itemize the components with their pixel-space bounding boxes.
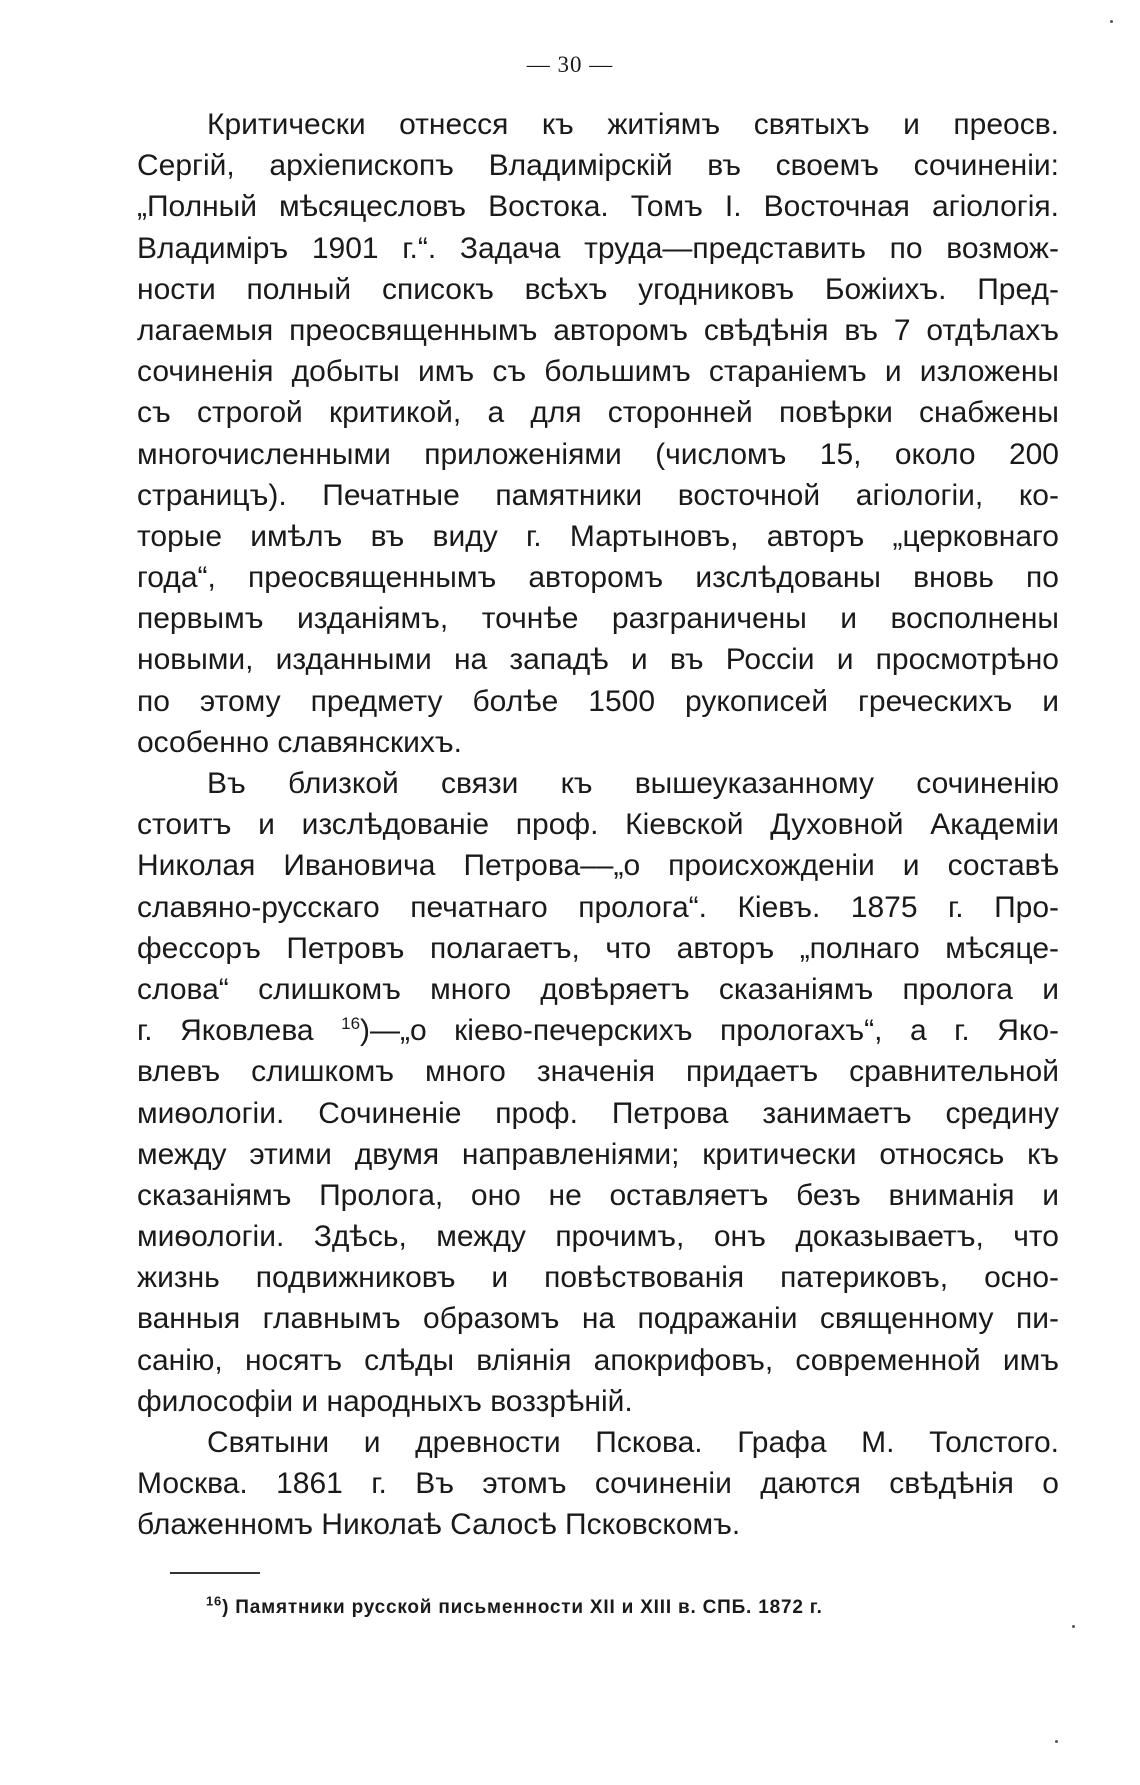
text-line: блаженномъ Николаѣ Салосѣ Псковскомъ. — [137, 1508, 741, 1542]
text-line: первымъ изданіямъ, точнѣе разграничены и восполнены — [137, 602, 1059, 636]
text-line: страницъ). Печатные памятники восточной агіологіи, ко- — [137, 478, 1059, 512]
text-line: многочисленными приложеніями (числомъ 15, около 200 — [137, 437, 1059, 471]
text-line: Сергій, архіепископъ Владимірскій въ своемъ сочиненіи: — [137, 149, 1059, 183]
text-line: съ строгой критикой, а для сторонней повѣрки снабжены — [137, 396, 1059, 430]
text-segment: )—„о кіево-печерскихъ прологахъ“, а г. Яко- — [360, 1014, 1059, 1048]
text-line: Николая Ивановича Петрова––„о происхожденіи и составѣ — [137, 849, 1059, 883]
footnote-marker: 16 — [206, 1593, 223, 1609]
text-line: особенно славянскихъ. — [137, 725, 462, 759]
scan-speck — [1072, 1625, 1075, 1628]
body-text — [137, 104, 1059, 1546]
text-line: сказаніямъ Пролога, оно не оставляетъ безъ вниманія и — [137, 1178, 1059, 1212]
text-line: торые имѣлъ въ виду г. Мартыновъ, авторъ „церковнаго — [137, 519, 1059, 553]
page-number: — 30 — — [526, 52, 614, 77]
text-line: новыми, изданными на западѣ и въ Россіи и просмотрѣно — [137, 643, 1059, 677]
text-segment: г. Яковлева — [137, 1014, 314, 1048]
footnote-divider — [170, 1572, 260, 1574]
text-line: жизнь подвижниковъ и повѣствованія патериковъ, осно- — [137, 1261, 1059, 1295]
text-line: ности полный списокъ всѣхъ угодниковъ Божіихъ. Пред- — [137, 272, 1059, 306]
text-line: лагаемыя преосвященнымъ авторомъ свѣдѣнія въ 7 отдѣлахъ — [137, 313, 1059, 347]
text-line: года“, преосвященнымъ авторомъ изслѣдованы вновь по — [137, 561, 1059, 595]
text-line: стоитъ и изслѣдованіе проф. Кіевской Духовной Академіи — [137, 808, 1059, 842]
text-line: сочиненія добыты имъ съ большимъ стараніемъ и изложены — [137, 355, 1059, 389]
text-line: ванныя главнымъ образомъ на подражаніи священному пи- — [137, 1302, 1059, 1336]
text-line: между этими двумя направленіями; критически относясь къ — [137, 1137, 1059, 1171]
text-line: Критически отнесся къ житіямъ святыхъ и преосв. — [207, 108, 1059, 141]
footnote — [206, 1593, 823, 1619]
text-line: Владиміръ 1901 г.“. Задача труда—представить по возмож- — [137, 231, 1059, 265]
text-line: санію, носятъ слѣды вліянія апокрифовъ, современной имъ — [137, 1343, 1059, 1377]
text-line: миѳологіи. Сочиненіе проф. Петрова занимаетъ средину — [137, 1096, 1059, 1130]
text-line: влевъ слишкомъ много значенія придаетъ сравнительной — [137, 1055, 1059, 1089]
paragraph-2 — [137, 763, 1059, 1422]
text-line: по этому предмету болѣе 1500 рукописей греческихъ и — [137, 684, 1059, 718]
scan-speck — [1055, 1740, 1058, 1743]
footnote-text: ) Памятники русской письменности XII и XIII в. СПБ. 1872 г. — [222, 1597, 823, 1618]
text-line-with-footnote-ref — [137, 1010, 1059, 1051]
text-line: слова“ слишкомъ много довѣряетъ сказаніямъ пролога и — [137, 972, 1059, 1006]
text-line: Въ близкой связи къ вышеуказанному сочиненію — [207, 767, 1059, 800]
text-line: миѳологіи. Здѣсь, между прочимъ, онъ доказываетъ, что — [137, 1220, 1059, 1254]
text-line: „Полный мѣсяцесловъ Востока. Томъ I. Восточная агіологія. — [137, 190, 1059, 224]
scan-speck — [1110, 20, 1113, 23]
footnote-ref[interactable]: 16 — [341, 1014, 361, 1034]
paragraph-1 — [137, 104, 1059, 763]
paragraph-3 — [137, 1422, 1059, 1546]
text-line: фессоръ Петровъ полагаетъ, что авторъ „полнаго мѣсяце- — [137, 931, 1059, 965]
text-line: Москва. 1861 г. Въ этомъ сочиненіи даются свѣдѣнія о — [137, 1467, 1059, 1501]
text-line: Святыни и древности Пскова. Графа М. Толстого. — [207, 1426, 1059, 1459]
text-line: философіи и народныхъ воззрѣній. — [137, 1384, 633, 1418]
text-line: славяно-русскаго печатнаго пролога“. Кіевъ. 1875 г. Про- — [137, 890, 1059, 924]
